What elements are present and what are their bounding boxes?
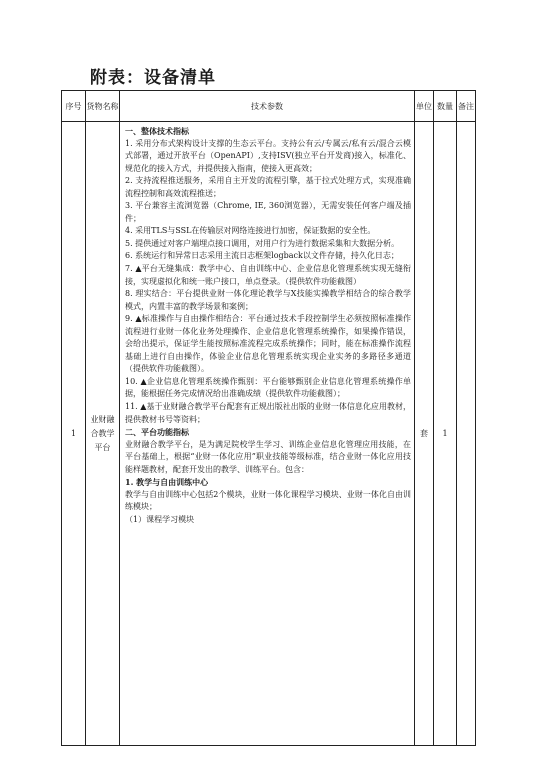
row-no: 1: [62, 122, 86, 746]
row-spec: [120, 122, 415, 746]
row-unit: 套: [415, 122, 434, 746]
page-title: 附表：设备清单: [90, 68, 216, 88]
spec-line: 1. 采用分布式架构设计支撑的生态云平台。支持公有云/专属云/私有云/混合云模式部署，通过开放平台（OpenAPI）,支持ISV(独立平台开发商)接入，标准化、规范化的接入方式，并提供接入指南，使接入更高效；: [125, 138, 411, 173]
table-header-row: [62, 91, 476, 122]
spec-line: 2. 支持流程推送服务，采用自主开发的流程引擎，基于拉式处理方式，实现准确流程控制和高效流程推送；: [125, 176, 411, 198]
table-row: [62, 122, 476, 746]
header-qty: 数量: [434, 91, 457, 122]
header-no: 序号: [62, 91, 86, 122]
spec-line: 10. ▲企业信息化管理系统操作甄别：平台能够甄别企业信息化管理系统操作单据，能根据任务完成情况给出准确成绩（提供软件功能截图）；: [125, 376, 411, 399]
spec-line: 7. ▲平台无缝集成：教学中心、自由训练中心、企业信息化管理系统实现无缝衔接，实现虚拟化和统一账户接口，单点登录。（提供软件功能截图）: [125, 264, 411, 286]
header-unit: 单位: [415, 91, 434, 122]
spec-line: 8. 理实结合：平台提供业财一体化理论教学与X技能实操教学相结合的综合教学模式，内置丰富的教学场景和案例；: [125, 289, 411, 311]
row-qty: 1: [434, 122, 457, 746]
spec-line: 9. ▲标准操作与自由操作相结合：平台通过技术手段控制学生必须按照标准操作流程进行业财一体化业务处理操作、企业信息化管理系统操作，如果操作错误，会给出提示，保证学生能按照标准流程完成系统操作；同时，能在标准操作流程基础上进行自由操作，体验企业信息化管理系统实现企业实务的多路径多通道（提供软件功能截图）。: [125, 314, 411, 374]
header-name: 货物名称: [86, 91, 120, 122]
spec-line: 4. 采用TLS与SSL在传输层对网络连接进行加密，保证数据的安全性。: [125, 226, 376, 236]
spec-line: 5. 提供通过对客户端埋点接口调用，对用户行为进行数据采集和大数据分析。: [125, 238, 400, 248]
spec-line: （1）课程学习模块: [125, 514, 195, 524]
spec-line: 3. 平台兼容主流浏览器（Chrome, IE, 360浏览器），无需安装任何客户端及插件；: [125, 201, 411, 223]
spec-line: 一、整体技术指标: [125, 126, 189, 136]
spec-line: 教学与自由训练中心包括2个模块，业财一体化课程学习模块、业财一体化自由训练模块；: [125, 489, 411, 512]
header-spec: 技术参数: [120, 91, 415, 122]
spec-line: 1. 教学与自由训练中心: [125, 477, 209, 488]
header-remark: 备注: [457, 91, 476, 122]
spec-line: 二、平台功能指标: [125, 427, 189, 438]
row-name: 业财融合教学平台: [86, 122, 120, 746]
spec-line: 业财融合教学平台，是为满足院校学生学习、训练企业信息化管理应用技能，在平台基础上，根据“业财一体化应用”职业技能等级标准，结合业财一体化应用技能样题教材，配套开发出的教学、训练平台。包含：: [125, 439, 411, 474]
spec-line: 6. 系统运行和异常日志采用主流日志框架logback以文件存储，持久化日志；: [125, 251, 399, 261]
equipment-table: [61, 90, 476, 746]
spec-line: 11. ▲基于业财融合教学平台配套有正规出版社出版的业财一体信息化应用教材，提供教材书号等资料；: [125, 402, 411, 424]
row-remark: [457, 122, 476, 746]
